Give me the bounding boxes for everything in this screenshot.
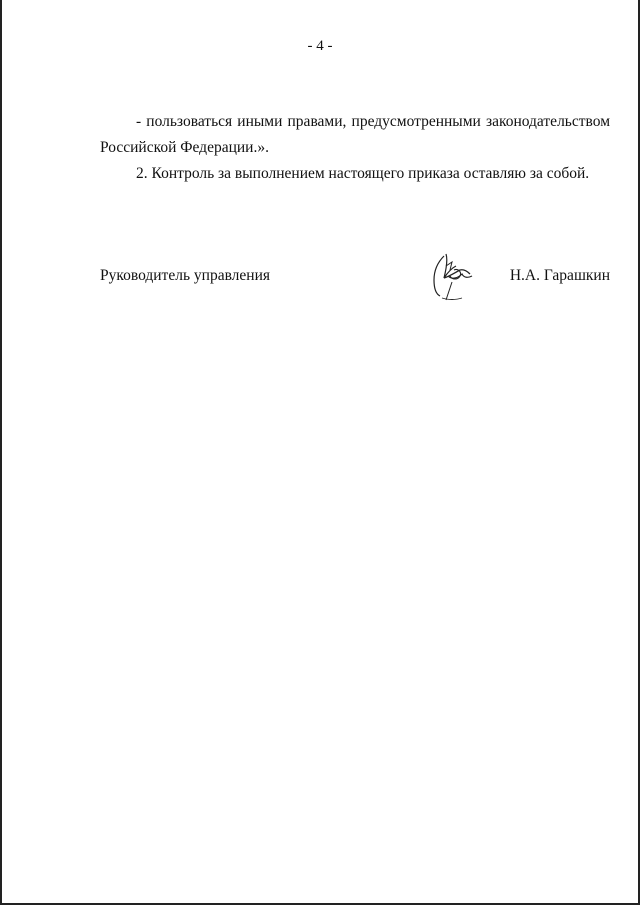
paragraph-rights (100, 109, 610, 161)
scan-edge-left (0, 0, 2, 905)
paragraph-rights-line-1: - пользоваться иными правами, предусмотренными законодательством (136, 113, 610, 130)
paragraph-rights-line-2: Российской Федерации.». (100, 139, 269, 156)
handwritten-signature (424, 248, 480, 306)
page-number: - 4 - (307, 38, 333, 54)
signer-name: Н.А. Гарашкин (509, 267, 610, 284)
paragraph-control: 2. Контроль за выполнением настоящего приказа оставляю за собой. (136, 165, 590, 182)
signer-position: Руководитель управления (100, 267, 271, 284)
